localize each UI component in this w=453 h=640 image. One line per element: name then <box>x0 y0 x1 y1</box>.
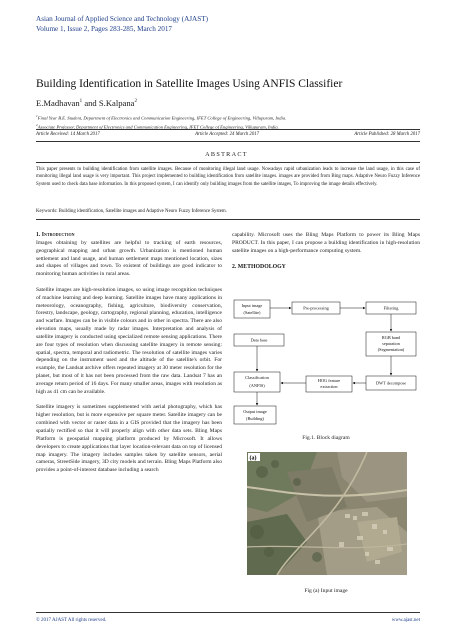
label-rgb-3: (Segmentation) <box>377 347 405 352</box>
paragraph: Satellite imagery is sometimes supplemented with aerial photography, which has higher resolution, but is more expensive per square meter. Satellite imagery can be combined with vector or raster data in a GIS provided that the imagery has been spatially rectified so that it will properly align with other data sets. Bling Maps Platform is geospatial mapping platform produced by Microsoft. It allows developers to create applications that layer location-relevant data on top of licensed map imagery. The imagery includes samples taken by satellite sensors, aerial cameras, StreetSide imagery, 3D city models and terrain. Bling Maps Platform also provides a point-of-interest database including a search <box>36 404 222 474</box>
body-right-column <box>232 232 420 277</box>
label-output-2: (Building) <box>246 416 264 421</box>
figure-1-caption: Fig.1. Block diagram <box>302 435 350 441</box>
author-1: E.Madhavan <box>36 98 80 108</box>
section-title: Introduction <box>41 232 75 238</box>
label-filtering: Filtering <box>383 305 399 311</box>
label-input-image: Input image <box>241 303 263 308</box>
authors <box>36 98 137 108</box>
satellite-input-image <box>247 452 407 575</box>
paragraph: Satellite images are high-resolution images, so using image recognition techniques of machine learning and deep learning. Satellite images have many applications in meteorology, oceanography, fishing, agriculture, biodiversity conservation, forestry, landscape, geology, cartography, regional planning, education, intelligence and warfare. Images can be in visible colours and in other in spectra. There are also elevation maps, usually made by radar images. Interpretation and analysis of satellite imagery is conducted using specialized remote sensing applications. There are four types of resolution when discussing satellite imagery in remote sensing: spatial, spectra, temporal and radiometric. The resolution of satellite images varies depending on the instrument used and the altitude of the satellite's orbit. For example, the Landsat archive offers repeated imagery at 30 meter resolution for the planet, but most of it has not been processed from the raw data. Landsat 7 has an average return period of 16 days. For many smaller areas, images with resolution as high as 41 cm can be available. <box>36 286 222 395</box>
author-2: S.Kalpana <box>98 98 135 108</box>
label-classification-2: (ANFIS) <box>249 383 265 388</box>
divider <box>36 129 420 130</box>
author-2-sup: 2 <box>134 99 137 105</box>
label-database: Data base <box>250 337 268 343</box>
paper-title: Building Identification in Satellite Images Using ANFIS Classifier <box>36 78 343 90</box>
figure-a-caption: Fig (a) Input image <box>304 588 348 594</box>
date-received: Article Received: 14 March 2017 <box>36 132 100 137</box>
body-left-column <box>36 232 222 483</box>
abstract-heading: ABSTRACT <box>205 151 248 158</box>
section-heading-introduction <box>36 232 222 240</box>
divider <box>36 162 420 163</box>
label-preprocessing: Pre-processing <box>303 305 329 311</box>
date-published: Article Published: 28 March 2017 <box>354 132 420 137</box>
journal-header <box>36 14 208 34</box>
journal-issue: Volume 1, Issue 2, Pages 283-285, March 2017 <box>36 25 173 33</box>
date-accepted: Article Accepted: 24 March 2017 <box>195 132 260 137</box>
affiliation-1-sup: 1 <box>36 114 38 118</box>
label-rgb-1: RGB band <box>381 335 401 340</box>
label-hog-2: extraction <box>320 384 338 389</box>
divider <box>36 219 420 220</box>
affiliation-2-sup: 2 <box>36 122 38 127</box>
paragraph: Images obtaining by satellites are helpful to tracking of earth resources, geographical mapping and urban growth. Urbanization is mentioned human settlement and land usage, and human settlement maps mentioned location, sizes and shapes of villages and town. To existent of buildings are good indicator to monitoring human activities in rural areas. <box>36 239 222 278</box>
footer-divider <box>36 612 420 613</box>
label-classification-1: Classification <box>245 375 269 380</box>
affiliation-1: Final Year B.E. Student, Department of Electronics and Communication Engineering, IFET College of Engineering, Villupuram, India. <box>37 115 287 121</box>
author-conjunction: and <box>82 98 99 108</box>
block-diagram <box>232 296 420 430</box>
section-number: 1. <box>36 232 42 238</box>
figure-a-label: (a) <box>249 455 257 462</box>
affiliation-2: Associate Professor, Department of Electronics and Communication Engineering, IFET College of Engineering, Villupuram, India. <box>37 124 279 130</box>
author-1-sup: 1 <box>79 99 83 105</box>
article-dates <box>36 132 420 137</box>
label-output-1: Output image <box>243 409 267 414</box>
paragraph: capability. Microsoft uses the Bling Maps Platform to power its Bling Maps PRODUCT. In this paper, I can propose a building identification in high-resolution satellite images on a high-performance computing system. <box>232 232 420 254</box>
footer-url[interactable]: www.ajast.net <box>391 618 420 623</box>
label-input-satellite: (Satellite) <box>243 310 261 315</box>
keywords: Keywords: Building identification, Satellite images and Adaptive Neuro Fuzzy Inference System. <box>36 209 227 214</box>
affiliations <box>36 113 421 130</box>
journal-name: Asian Journal of Applied Science and Technology (AJAST) <box>36 15 209 23</box>
abstract-text: This paper presents to building identification from satellite images. Because of monitoring illegal land usage. Nowadays rapid urbanization leads to increase the land usage, in this case of monitoring illegal land usage is very important. This project implemented to building identification from satellite images. images are provided from Bing maps. Adaptive Neuro Fuzzy Inference System used to check data base information. In this proposed system, I can identify only building images from the satellite images, To improving the image details effectively. <box>36 167 420 187</box>
label-hog-1: HOG feature <box>317 378 341 383</box>
label-dwt: DWT decompose <box>375 380 407 386</box>
divider <box>36 141 420 142</box>
footer-copyright: © 2017 AJAST All rights reserved. <box>36 618 107 623</box>
label-rgb-2: separation <box>382 341 400 346</box>
section-heading-methodology: 2. METHODOLOGY <box>232 263 286 270</box>
